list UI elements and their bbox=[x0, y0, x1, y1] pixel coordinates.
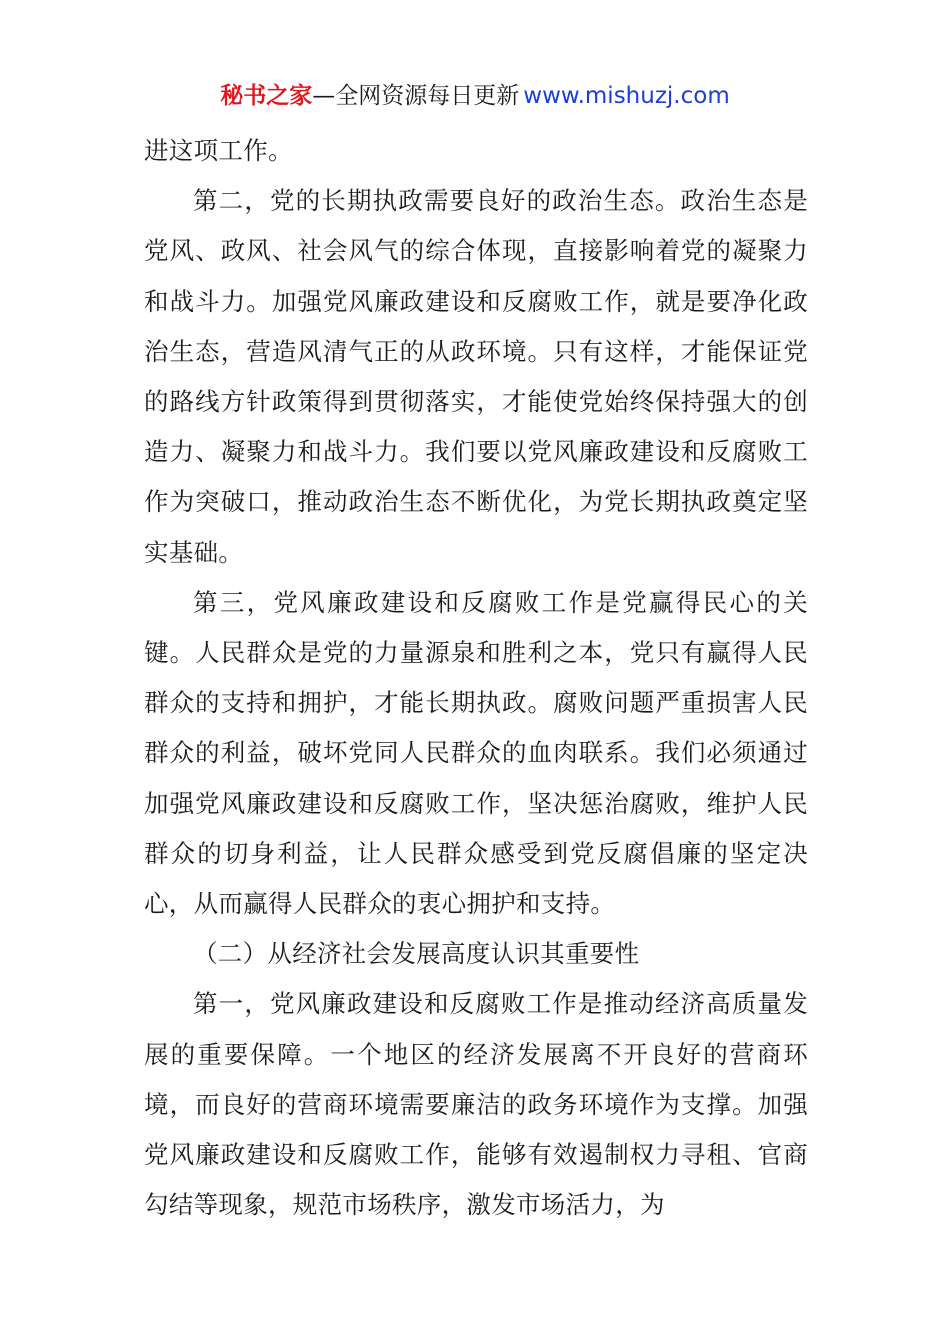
site-url-link[interactable]: www.mishuzj.com bbox=[523, 83, 730, 109]
paragraph-third-point: 第三，党风廉政建设和反腐败工作是党赢得民心的关键。人民群众是党的力量源泉和胜利之本，党只有赢得人民群众的支持和拥护，才能长期执政。腐败问题严重损害人民群众的利益，破坏党同人民群众的血肉联系。我们必须通过加强党风廉政建设和反腐败工作，坚决惩治腐败，维护人民群众的切身利益，让人民群众感受到党反腐倡廉的坚定决心，从而赢得人民群众的衷心拥护和支持。 bbox=[144, 587, 808, 919]
section-heading: （二）从经济社会发展高度认识其重要性 bbox=[193, 939, 640, 969]
site-header bbox=[0, 80, 950, 112]
brand-name: 秘书之家 bbox=[220, 83, 313, 109]
paragraph-second-point: 第二，党的长期执政需要良好的政治生态。政治生态是党风、政风、社会风气的综合体现，直接影响着党的凝聚力和战斗力。加强党风廉政建设和反腐败工作，就是要净化政治生态，营造风清气正的从政环境。只有这样，才能保证党的路线方针政策得到贯彻落实，才能使党始终保持强大的创造力、凝聚力和战斗力。我们要以党风廉政建设和反腐败工作为突破口，推动政治生态不断优化，为党长期执政奠定坚实基础。 bbox=[144, 186, 808, 567]
header-tagline: —全网资源每日更新 bbox=[312, 83, 520, 109]
paragraph-continuation: 进这项工作。 bbox=[144, 136, 293, 165]
document-body bbox=[144, 126, 808, 1230]
paragraph-first-point-economy: 第一，党风廉政建设和反腐败工作是推动经济高质量发展的重要保障。一个地区的经济发展离不开良好的营商环境，而良好的营商环境需要廉洁的政务环境作为支撑。加强党风廉政建设和反腐败工作，能够有效遏制权力寻租、官商勾结等现象，规范市场秩序，激发市场活力，为 bbox=[144, 989, 808, 1220]
